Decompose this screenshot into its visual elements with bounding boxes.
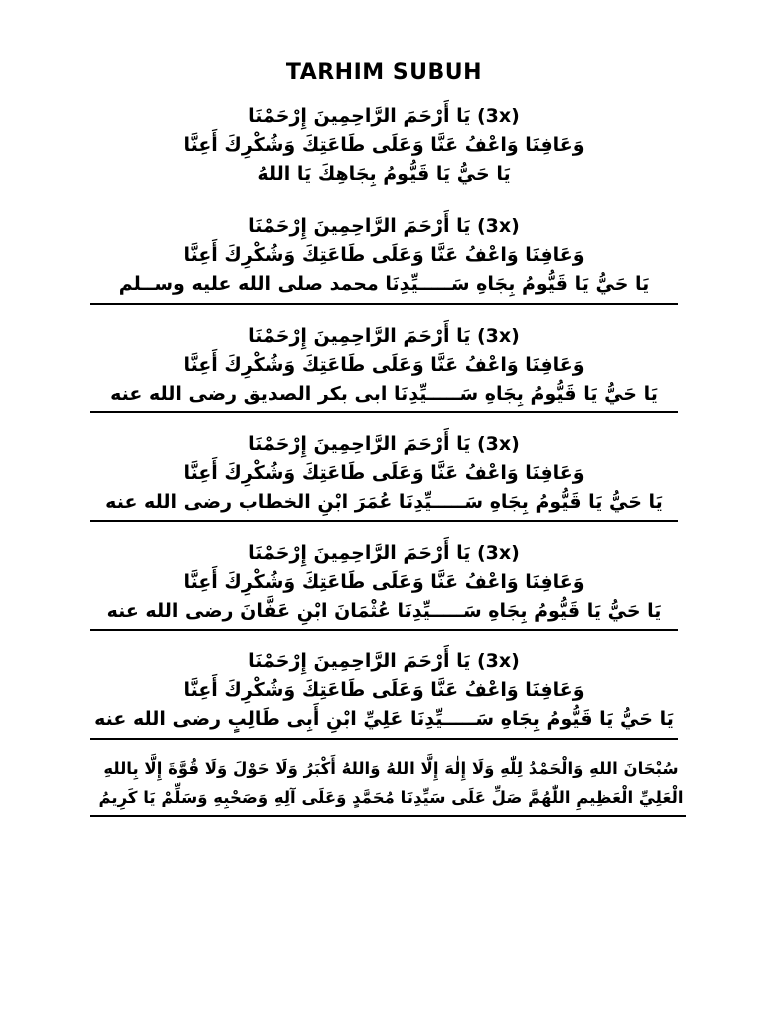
stanza-line-1	[90, 430, 678, 459]
page-title: TARHIM SUBUH	[285, 60, 483, 85]
stanza-5	[90, 539, 678, 626]
closing-line-2: الْعَلِيِّ الْعَظِيمِ اللّٰهُمَّ صَلِّ عَلَى سَيِّدِنَا مُحَمَّدٍ وَعَلَى آلِهِ وَصَحْبِهِ وَسَلِّمْ يَا كَرِيمُ	[98, 788, 684, 807]
stanza-3	[90, 322, 678, 409]
stanza-4	[90, 430, 678, 517]
stanza-line-3: يَا حَيُّ يَا قَيُّومُ بِجَاهِ سَـــــيِّدِنَا ابى بكر الصديق رضى الله عنه	[110, 383, 658, 405]
closing-line-1: سُبْحَانَ اللهِ وَالْحَمْدُ لِلّٰهِ وَلَا إِلٰهَ إِلَّا اللهُ وَاللهُ أَكْبَرُ وَلَا حَوْلَ وَلَا قُوَّةَ إِلَّا بِاللهِ	[103, 759, 679, 778]
repeat-label: (3x)	[476, 433, 520, 455]
stanza-line-3: يَا حَيُّ يَا قَيُّومُ بِجَاهِ سَـــــيِّدِنَا عَلِيِّ ابْنِ أَبِى طَالِبٍ رضى الله عنه	[94, 708, 674, 730]
stanza-2	[90, 212, 678, 299]
stanza-line-1	[90, 539, 678, 568]
stanza-line-1-text: يَا أَرْحَمَ الرَّاحِمِينَ إِرْحَمْنَا	[248, 215, 471, 237]
closing-prayer	[96, 754, 686, 812]
stanza-line-1	[90, 102, 678, 131]
divider-line	[90, 411, 678, 413]
divider-line	[90, 520, 678, 522]
stanza-line-1	[90, 322, 678, 351]
stanza-line-2: وَعَافِنَا وَاعْفُ عَنَّا وَعَلَى طَاعَتِكَ وَشُكْرِكَ أَعِنَّا	[183, 571, 585, 593]
stanza-line-1-text: يَا أَرْحَمَ الرَّاحِمِينَ إِرْحَمْنَا	[248, 105, 471, 127]
stanza-line-3: يَا حَيُّ يَا قَيُّومُ بِجَاهِ سَـــــيِّدِنَا عُمَرَ ابْنِ الخطاب رضى الله عنه	[105, 491, 663, 513]
stanza-line-1	[90, 212, 678, 241]
divider-line	[90, 738, 678, 740]
stanza-line-2: وَعَافِنَا وَاعْفُ عَنَّا وَعَلَى طَاعَتِكَ وَشُكْرِكَ أَعِنَّا	[183, 462, 585, 484]
divider-line	[90, 815, 686, 817]
repeat-label: (3x)	[476, 542, 520, 564]
repeat-label: (3x)	[476, 105, 520, 127]
stanza-1	[90, 102, 678, 189]
divider-line	[90, 303, 678, 305]
stanza-line-1	[90, 647, 678, 676]
stanza-line-1-text: يَا أَرْحَمَ الرَّاحِمِينَ إِرْحَمْنَا	[248, 650, 471, 672]
stanza-line-3: يَا حَيُّ يَا قَيُّومُ بِجَاهِكَ يَا اللهُ	[257, 163, 511, 185]
stanza-6	[90, 647, 678, 734]
repeat-label: (3x)	[476, 215, 520, 237]
stanza-line-1-text: يَا أَرْحَمَ الرَّاحِمِينَ إِرْحَمْنَا	[248, 542, 471, 564]
stanza-line-2: وَعَافِنَا وَاعْفُ عَنَّا وَعَلَى طَاعَتِكَ وَشُكْرِكَ أَعِنَّا	[183, 354, 585, 376]
repeat-label: (3x)	[476, 325, 520, 347]
stanza-line-1-text: يَا أَرْحَمَ الرَّاحِمِينَ إِرْحَمْنَا	[248, 433, 471, 455]
stanza-line-3: يَا حَيُّ يَا قَيُّومُ بِجَاهِ سَـــــيِّدِنَا محمد صلى الله عليه وســلم	[118, 273, 650, 295]
stanza-line-1-text: يَا أَرْحَمَ الرَّاحِمِينَ إِرْحَمْنَا	[248, 325, 471, 347]
stanza-line-2: وَعَافِنَا وَاعْفُ عَنَّا وَعَلَى طَاعَتِكَ وَشُكْرِكَ أَعِنَّا	[183, 244, 585, 266]
stanza-line-3: يَا حَيُّ يَا قَيُّومُ بِجَاهِ سَـــــيِّدِنَا عُثْمَانَ ابْنِ عَفَّانَ رضى الله عنه	[106, 600, 662, 622]
stanza-line-2: وَعَافِنَا وَاعْفُ عَنَّا وَعَلَى طَاعَتِكَ وَشُكْرِكَ أَعِنَّا	[183, 134, 585, 156]
repeat-label: (3x)	[476, 650, 520, 672]
divider-line	[90, 629, 678, 631]
stanza-line-2: وَعَافِنَا وَاعْفُ عَنَّا وَعَلَى طَاعَتِكَ وَشُكْرِكَ أَعِنَّا	[183, 679, 585, 701]
